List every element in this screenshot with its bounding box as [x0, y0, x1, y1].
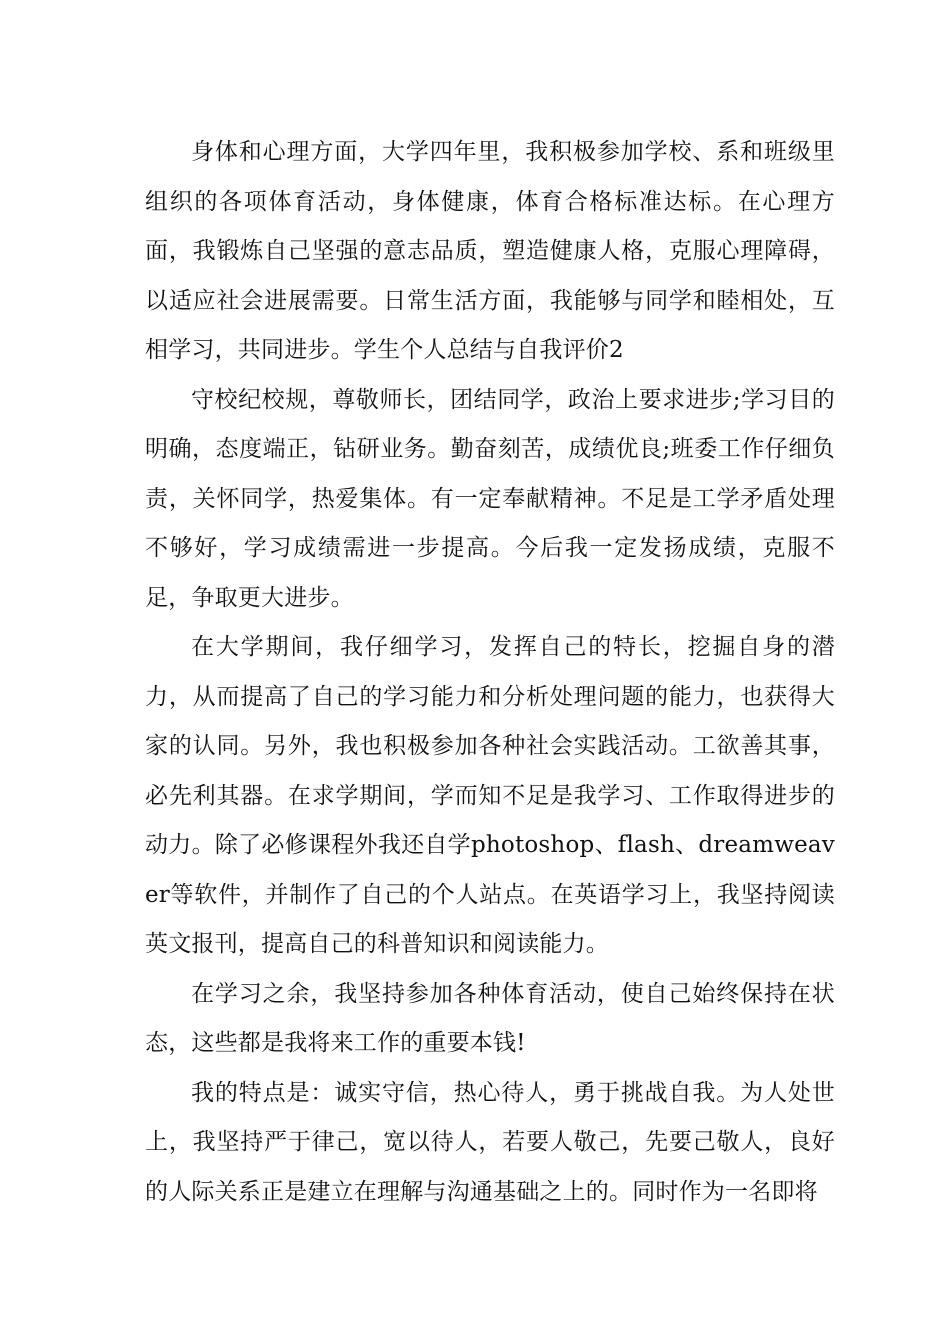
paragraph-sports: 在学习之余，我坚持参加各种体育活动，使自己始终保持在状态，这些都是我将来工作的重要本钱!	[145, 980, 835, 1056]
paragraph-characteristics: 我的特点是：诚实守信，热心待人，勇于挑战自我。为人处世上，我坚持严于律己，宽以待人，若要人敬己，先要己敬人，良好的人际关系正是建立在理解与沟通基础之上的。同时作为一名即将	[145, 1079, 835, 1205]
paragraph-discipline: 守校纪校规，尊敬师长，团结同学，政治上要求进步;学习目的明确，态度端正，钻研业务。勤奋刻苦，成绩优良;班委工作仔细负责，关怀同学，热爱集体。有一定奉献精神。不足是工学矛盾处理不够好，学习成绩需进一步提高。今后我一定发扬成绩，克服不足，争取更大进步。	[145, 386, 835, 611]
paragraph-university-study: 在大学期间，我仔细学习，发挥自己的特长，挖掘自身的潜力，从而提高了自己的学习能力和分析处理问题的能力，也获得大家的认同。另外，我也积极参加各种社会实践活动。工欲善其事，必先利其器。在求学期间，学而知不足是我学习、工作取得进步的动力。除了必修课程外我还自学photoshop、flash、dreamweaver等软件，并制作了自己的个人站点。在英语学习上，我坚持阅读英文报刊，提高自己的科普知识和阅读能力。	[145, 634, 835, 957]
document-body	[145, 128, 835, 1217]
paragraph-health: 身体和心理方面，大学四年里，我积极参加学校、系和班级里组织的各项体育活动，身体健康，体育合格标准达标。在心理方面，我锻炼自己坚强的意志品质，塑造健康人格，克服心理障碍，以适应社会进展需要。日常生活方面，我能够与同学和睦相处，互相学习，共同进步。学生个人总结与自我评价2	[145, 139, 835, 363]
